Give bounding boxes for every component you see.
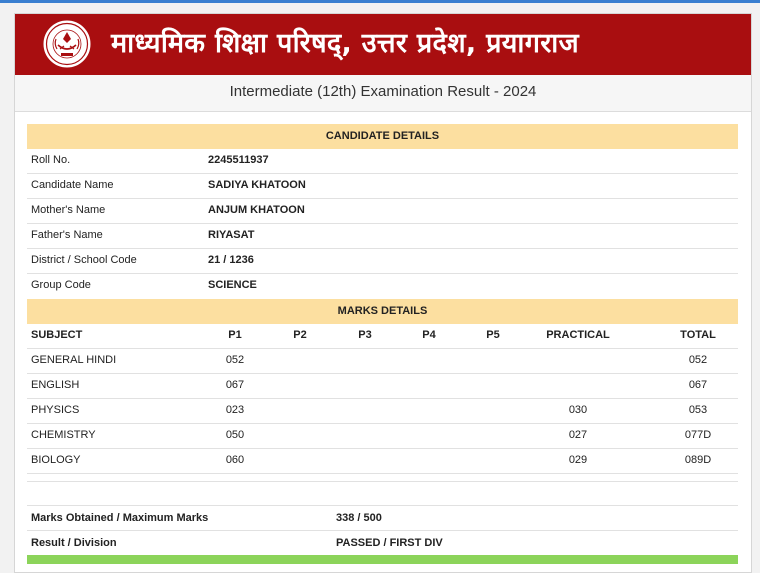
- detail-value: 2245511937: [208, 154, 269, 166]
- exam-title-bar: [15, 75, 751, 112]
- practical-cell: 030: [568, 404, 588, 416]
- marks-obtained-row: [27, 506, 738, 531]
- subject-cell: ENGLISH: [31, 379, 80, 391]
- table-row: [27, 424, 738, 449]
- candidate-details-heading: CANDIDATE DETAILS: [27, 124, 738, 149]
- detail-value: 21 / 1236: [208, 254, 254, 266]
- detail-row-father-name: [27, 224, 738, 249]
- detail-value: ANJUM KHATOON: [208, 204, 305, 216]
- marks-obtained-value: 338 / 500: [336, 512, 382, 524]
- p1-cell: 050: [225, 429, 245, 441]
- col-p4: P4: [422, 329, 436, 341]
- total-cell: 052: [688, 354, 708, 366]
- result-card: [14, 13, 752, 573]
- table-row: [27, 374, 738, 399]
- table-divider: [27, 481, 738, 482]
- detail-label: Mother's Name: [31, 204, 106, 216]
- total-cell: 077D: [684, 429, 712, 441]
- detail-value: SCIENCE: [208, 279, 257, 291]
- up-government-emblem-icon: [42, 19, 92, 69]
- detail-label: District / School Code: [31, 254, 137, 266]
- detail-row-roll-no: [27, 149, 738, 174]
- subject-cell: GENERAL HINDI: [31, 354, 117, 366]
- col-p1: P1: [228, 329, 242, 341]
- col-practical: PRACTICAL: [546, 329, 610, 341]
- total-cell: 067: [688, 379, 708, 391]
- detail-label: Roll No.: [31, 154, 71, 166]
- exam-title: Intermediate (12th) Examination Result - 2024: [229, 83, 537, 100]
- subject-cell: PHYSICS: [31, 404, 80, 416]
- table-row: [27, 449, 738, 474]
- p1-cell: 023: [225, 404, 245, 416]
- practical-cell: 029: [568, 454, 588, 466]
- detail-row-mother-name: [27, 199, 738, 224]
- result-division-value: PASSED / FIRST DIV: [336, 537, 443, 549]
- board-title: माध्यमिक शिक्षा परिषद्, उत्तर प्रदेश, प्रयागराज: [111, 28, 579, 59]
- total-cell: 089D: [684, 454, 712, 466]
- col-p5: P5: [486, 329, 500, 341]
- col-total: TOTAL: [680, 329, 716, 341]
- result-division-label: Result / Division: [31, 537, 117, 549]
- subject-cell: BIOLOGY: [31, 454, 81, 466]
- col-subject: SUBJECT: [31, 329, 83, 341]
- detail-row-district-school-code: [27, 249, 738, 274]
- col-p3: P3: [358, 329, 372, 341]
- total-cell: 053: [688, 404, 708, 416]
- col-p2: P2: [293, 329, 307, 341]
- detail-value: RIYASAT: [208, 229, 255, 241]
- marks-header-row: [27, 324, 738, 349]
- table-row: [27, 399, 738, 424]
- subject-cell: CHEMISTRY: [31, 429, 96, 441]
- p1-cell: 052: [225, 354, 245, 366]
- detail-label: Group Code: [31, 279, 91, 291]
- p1-cell: 067: [225, 379, 245, 391]
- detail-row-candidate-name: [27, 174, 738, 199]
- practical-cell: 027: [568, 429, 588, 441]
- p1-cell: 060: [225, 454, 245, 466]
- header-banner: [15, 14, 751, 75]
- table-row: [27, 349, 738, 374]
- detail-row-group-code: [27, 274, 738, 298]
- result-division-row: [27, 531, 738, 555]
- top-accent-line: [0, 0, 760, 3]
- detail-value: SADIYA KHATOON: [208, 179, 306, 191]
- result-status-bar: [27, 555, 738, 564]
- marks-obtained-label: Marks Obtained / Maximum Marks: [31, 512, 209, 524]
- detail-label: Father's Name: [31, 229, 103, 241]
- marks-details-heading: MARKS DETAILS: [27, 299, 738, 324]
- detail-label: Candidate Name: [31, 179, 114, 191]
